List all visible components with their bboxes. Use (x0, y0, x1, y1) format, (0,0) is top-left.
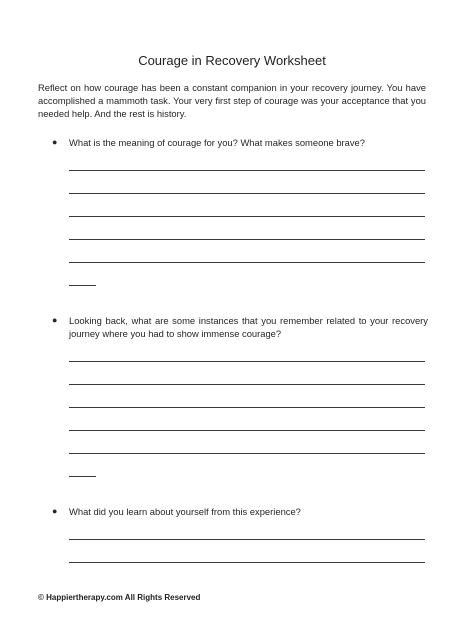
copyright-footer: © Happiertherapy.com All Rights Reserved (38, 593, 201, 602)
question-2 (52, 314, 428, 340)
bullet-icon: ● (52, 506, 58, 516)
question-2-text: Looking back, what are some instances that you remember related to your recovery journey where you had to show immense courage? (69, 315, 428, 339)
question-3-text: What did you learn about yourself from this experience? (69, 506, 301, 517)
answer-line-short[interactable] (69, 476, 96, 477)
question-3 (52, 505, 428, 518)
answer-line[interactable] (69, 193, 425, 194)
answer-line[interactable] (69, 384, 425, 385)
question-1-text: What is the meaning of courage for you? What makes someone brave? (69, 137, 365, 148)
bullet-icon: ● (52, 315, 58, 325)
answer-line[interactable] (69, 539, 425, 540)
answer-line[interactable] (69, 407, 425, 408)
answer-line[interactable] (69, 430, 425, 431)
answer-line[interactable] (69, 239, 425, 240)
answer-line-short[interactable] (69, 285, 96, 286)
answer-line[interactable] (69, 262, 425, 263)
intro-paragraph: Reflect on how courage has been a constant companion in your recovery journey. You have accomplished a mammoth task. Your very first step of courage was your acceptance that you needed help. And the rest is history. (38, 82, 426, 119)
answer-line[interactable] (69, 216, 425, 217)
answer-line[interactable] (69, 361, 425, 362)
bullet-icon: ● (52, 137, 58, 147)
page-title: Courage in Recovery Worksheet (138, 53, 326, 68)
answer-line[interactable] (69, 170, 425, 171)
answer-line[interactable] (69, 453, 425, 454)
answer-line[interactable] (69, 562, 425, 563)
question-1 (52, 136, 428, 149)
